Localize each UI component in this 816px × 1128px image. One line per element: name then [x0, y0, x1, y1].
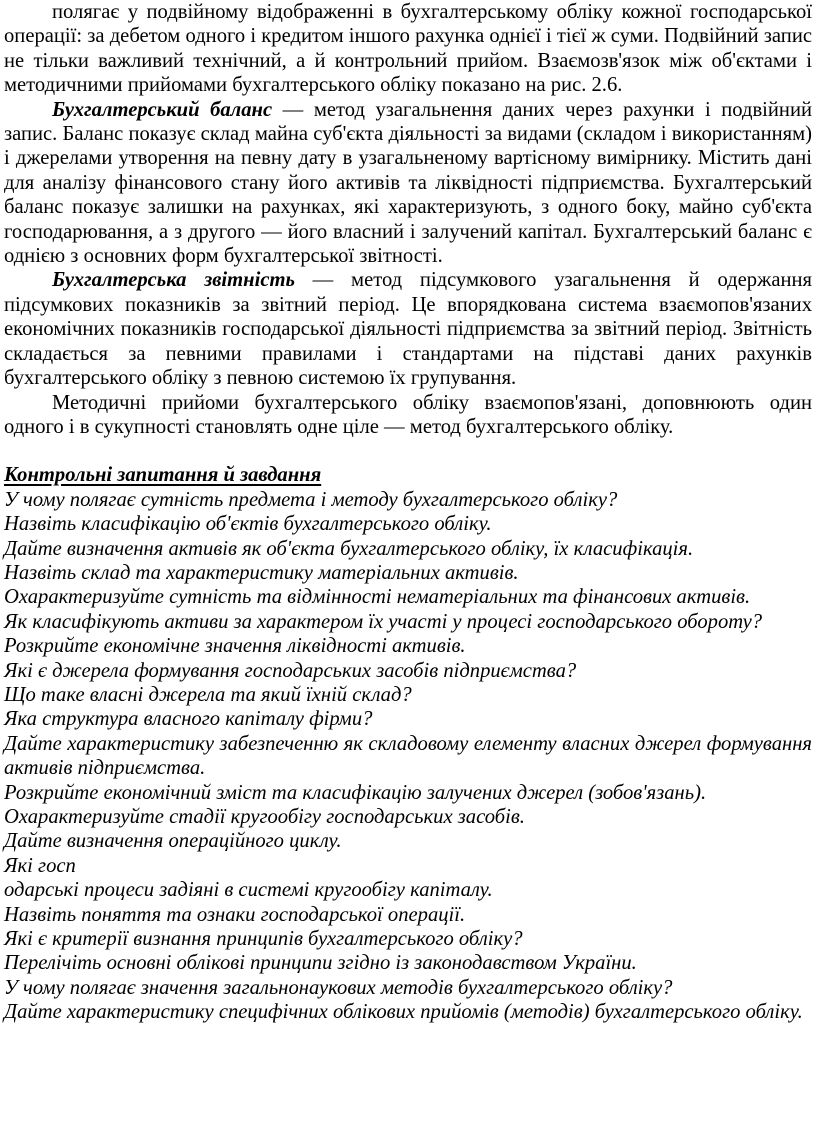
- question-item: Які є джерела формування господарських засобів підприємства?: [4, 659, 577, 682]
- question-item: Дайте визначення операційного циклу.: [4, 830, 342, 853]
- question-item: Яка структура власного капіталу фірми?: [4, 708, 373, 731]
- reporting-definition: — метод підсумкового узагальнення й одержання підсумкових показників за звітний період. Це впорядкована система взаємопов'язаних економічних показників господарської діяльності підприємства за звітний період. Звітність складається за певними правилами і стандартами на підставі даних рахунків бухгалтерського обліку з певною системою їх групування.: [4, 269, 812, 390]
- question-item: Охарактеризуйте стадії кругообігу господарських засобів.: [4, 806, 525, 828]
- question-item: Які є критерії визнання принципів бухгалтерського обліку?: [4, 928, 523, 951]
- question-item: Що таке власні джерела та який їхній склад?: [4, 683, 412, 706]
- question-item: Перелічіть основні облікові принципи згідно із законодавством України.: [4, 952, 637, 975]
- paragraph-reporting: [4, 268, 812, 390]
- question-item: одарські процеси задіяні в системі кругообігу капіталу.: [4, 879, 493, 902]
- paragraph-methods-summary: Методичні прийоми бухгалтерського обліку взаємопов'язані, доповнюють один одного і в сукупності становлять одне ціле — метод бухгалтерського обліку.: [4, 391, 812, 438]
- question-item: Охарактеризуйте сутність та відмінності нематеріальних та фінансових активів.: [4, 586, 751, 609]
- question-item: У чому полягає сутність предмета і методу бухгалтерського обліку?: [4, 488, 618, 511]
- balance-sheet-definition: — метод узагальнення даних через рахунки і подвійний запис. Баланс показує склад майна суб'єкта діяльності за видами (складом і використанням) і джерелами утворення на певну дату в узагальненому вартісному вимірнику. Містить дані для аналізу фінансового стану його активів та ліквідності підприємства. Бухгалтерський баланс показує залишки на рахунках, які характеризують, з одного боку, майно суб'єкта господарювання, а з другого — його власний і залучений капітал. Бухгалтерський баланс є однією з основних форм бухгалтерської звітності.: [4, 98, 812, 268]
- question-item: Які госп: [4, 854, 76, 877]
- question-item: Назвіть склад та характеристику матеріальних активів.: [4, 561, 519, 584]
- questions-heading: Контрольні запитання й завдання: [4, 464, 322, 487]
- paragraph-balance-sheet: [4, 98, 812, 269]
- question-item: Дайте характеристику специфічних облікових прийомів (методів) бухгалтерського обліку.: [4, 1001, 803, 1024]
- question-item: Розкрийте економічне значення ліквідності активів.: [4, 635, 466, 658]
- question-item: Назвіть класифікацію об'єктів бухгалтерського обліку.: [4, 513, 492, 536]
- question-item: У чому полягає значення загальнонаукових методів бухгалтерського обліку?: [4, 976, 673, 999]
- question-item: Дайте визначення активів як об'єкта бухгалтерського обліку, їх класифікація.: [4, 537, 694, 560]
- term-balance-sheet: Бухгалтерський баланс: [52, 98, 273, 121]
- questions-list: [4, 488, 812, 1025]
- question-item: Назвіть поняття та ознаки господарської операції.: [4, 903, 466, 926]
- section-spacer: [4, 439, 812, 463]
- term-reporting: Бухгалтерська звітність: [52, 269, 295, 292]
- question-item: Дайте характеристику забезпеченню як складовому елементу власних джерел формування активів підприємства.: [4, 732, 812, 780]
- question-item: Розкрийте економічний зміст та класифікацію залучених джерел (зобов'язань).: [4, 781, 707, 804]
- question-item: Як класифікують активи за характером їх участі у процесі господарського обороту?: [4, 610, 763, 633]
- paragraph-double-entry: полягає у подвійному відображенні в бухгалтерському обліку кожної господарської операції: за дебетом одного і кредитом іншого рахунка однієї і тієї ж суми. Подвійний запис не тільки важливий технічний, а й контрольний прийом. Взаємозв'язок між об'єктами і методичними прийомами бухгалтерського обліку показано на рис. 2.6.: [4, 1, 812, 97]
